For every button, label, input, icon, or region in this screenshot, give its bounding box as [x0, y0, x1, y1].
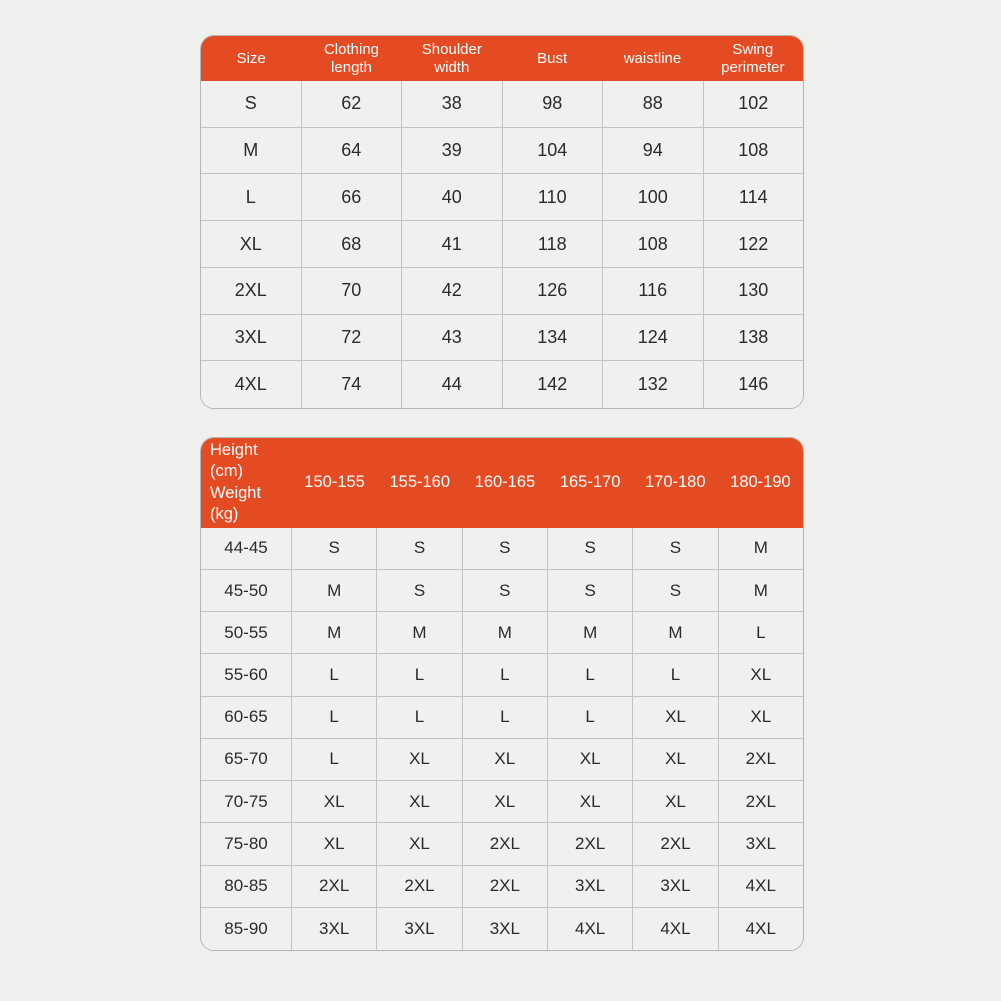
table-cell: L	[719, 612, 803, 654]
table-cell: 65-70	[201, 739, 292, 781]
table-cell: XL	[463, 781, 548, 823]
table-cell: L	[292, 697, 377, 739]
table-cell: 116	[603, 268, 704, 315]
table-cell: 3XL	[463, 908, 548, 950]
table-cell: 102	[704, 81, 804, 128]
table-cell: L	[463, 697, 548, 739]
table-cell: 100	[603, 174, 704, 221]
table-row	[201, 739, 803, 781]
table-cell: 134	[503, 315, 604, 362]
header-range-170-180: 170-180	[644, 473, 706, 492]
table-cell: 68	[302, 221, 403, 268]
table-row	[201, 866, 803, 908]
table-cell: 94	[603, 128, 704, 175]
table-cell: 132	[603, 361, 704, 408]
table-cell: 118	[503, 221, 604, 268]
table-cell: XL	[548, 739, 633, 781]
table-cell: M	[463, 612, 548, 654]
table-cell: XL	[633, 739, 718, 781]
table-cell: 4XL	[633, 908, 718, 950]
table-cell: 40	[402, 174, 503, 221]
table-row	[201, 128, 803, 175]
header-range-160-165: 160-165	[474, 473, 536, 492]
table-cell: 104	[503, 128, 604, 175]
table-cell: 75-80	[201, 823, 292, 865]
table-cell: M	[548, 612, 633, 654]
table-row	[201, 697, 803, 739]
table-cell: 122	[704, 221, 804, 268]
table-cell: 2XL	[633, 823, 718, 865]
table-row	[201, 823, 803, 865]
table-row	[201, 174, 803, 221]
header-range-150-155: 150-155	[304, 473, 365, 492]
header-height-weight	[201, 438, 292, 528]
table-cell: XL	[548, 781, 633, 823]
table-cell: 3XL	[201, 315, 302, 362]
table-cell: S	[633, 570, 718, 612]
table-row	[201, 528, 803, 570]
table-cell: L	[633, 654, 718, 696]
table-cell: M	[719, 570, 803, 612]
table-cell: XL	[292, 823, 377, 865]
table-cell: 55-60	[201, 654, 292, 696]
table-cell: 62	[302, 81, 403, 128]
table-cell: 43	[402, 315, 503, 362]
table-cell: 2XL	[548, 823, 633, 865]
table-cell: XL	[377, 823, 462, 865]
header-clothing-length: Clothing length	[323, 40, 380, 76]
table-cell: 3XL	[377, 908, 462, 950]
table-cell: 2XL	[719, 739, 803, 781]
table-cell: 2XL	[201, 268, 302, 315]
height-weight-header-row	[201, 438, 803, 528]
height-weight-body	[201, 528, 803, 950]
table-cell: XL	[633, 697, 718, 739]
table-cell: S	[463, 570, 548, 612]
table-cell: 138	[704, 315, 804, 362]
table-cell: 39	[402, 128, 503, 175]
garment-measurements-header-row	[201, 36, 803, 81]
table-cell: L	[377, 654, 462, 696]
table-cell: M	[292, 612, 377, 654]
table-cell: XL	[377, 739, 462, 781]
table-cell: 4XL	[548, 908, 633, 950]
table-row	[201, 570, 803, 612]
table-cell: S	[548, 570, 633, 612]
table-cell: 124	[603, 315, 704, 362]
table-cell: M	[201, 128, 302, 175]
table-cell: M	[377, 612, 462, 654]
table-cell: 2XL	[292, 866, 377, 908]
table-cell: 42	[402, 268, 503, 315]
table-cell: 2XL	[463, 866, 548, 908]
table-cell: 110	[503, 174, 604, 221]
table-cell: L	[292, 739, 377, 781]
table-cell: S	[377, 528, 462, 570]
table-cell: 74	[302, 361, 403, 408]
table-cell: 4XL	[201, 361, 302, 408]
table-row	[201, 315, 803, 362]
table-cell: 80-85	[201, 866, 292, 908]
table-cell: 2XL	[719, 781, 803, 823]
table-cell: 70	[302, 268, 403, 315]
header-bust: Bust	[537, 49, 568, 67]
header-height-label: Height (cm)	[210, 441, 258, 481]
table-cell: M	[719, 528, 803, 570]
table-cell: 41	[402, 221, 503, 268]
table-cell: M	[292, 570, 377, 612]
table-cell: 44-45	[201, 528, 292, 570]
table-cell: XL	[377, 781, 462, 823]
table-cell: 2XL	[377, 866, 462, 908]
table-cell: L	[377, 697, 462, 739]
table-cell: 4XL	[719, 866, 803, 908]
table-cell: XL	[201, 221, 302, 268]
table-cell: 108	[704, 128, 804, 175]
table-row	[201, 221, 803, 268]
table-cell: XL	[719, 697, 803, 739]
garment-measurements-body	[201, 81, 803, 408]
header-swing-perimeter: Swing perimeter	[721, 40, 785, 76]
table-cell: 85-90	[201, 908, 292, 950]
table-cell: XL	[719, 654, 803, 696]
table-cell: 72	[302, 315, 403, 362]
table-cell: 3XL	[548, 866, 633, 908]
table-cell: 98	[503, 81, 604, 128]
table-cell: M	[633, 612, 718, 654]
table-cell: 70-75	[201, 781, 292, 823]
header-range-165-170: 165-170	[559, 473, 621, 492]
table-row	[201, 361, 803, 408]
table-cell: S	[633, 528, 718, 570]
table-cell: 44	[402, 361, 503, 408]
table-cell: 126	[503, 268, 604, 315]
table-cell: S	[201, 81, 302, 128]
table-row	[201, 781, 803, 823]
garment-measurements-table	[200, 35, 804, 409]
table-cell: 142	[503, 361, 604, 408]
table-row	[201, 908, 803, 950]
table-cell: L	[548, 697, 633, 739]
table-cell: S	[377, 570, 462, 612]
table-row	[201, 654, 803, 696]
table-cell: S	[463, 528, 548, 570]
header-size: Size	[236, 49, 266, 67]
table-cell: 38	[402, 81, 503, 128]
table-cell: 3XL	[719, 823, 803, 865]
table-cell: 60-65	[201, 697, 292, 739]
table-cell: XL	[292, 781, 377, 823]
table-cell: 64	[302, 128, 403, 175]
header-waistline: waistline	[623, 49, 682, 67]
header-range-155-160: 155-160	[389, 473, 451, 492]
table-cell: L	[548, 654, 633, 696]
table-cell: 3XL	[292, 908, 377, 950]
table-cell: 3XL	[633, 866, 718, 908]
table-cell: L	[201, 174, 302, 221]
header-shoulder-width: Shoulder width	[421, 40, 482, 76]
table-cell: 66	[302, 174, 403, 221]
table-cell: XL	[463, 739, 548, 781]
table-cell: 4XL	[719, 908, 803, 950]
table-cell: L	[463, 654, 548, 696]
table-cell: 2XL	[463, 823, 548, 865]
header-range-180-190: 180-190	[730, 473, 791, 492]
header-weight-label: Weight (kg)	[210, 483, 262, 524]
table-cell: 50-55	[201, 612, 292, 654]
table-cell: 45-50	[201, 570, 292, 612]
table-row	[201, 81, 803, 128]
table-cell: 146	[704, 361, 804, 408]
table-cell: 130	[704, 268, 804, 315]
table-cell: S	[292, 528, 377, 570]
table-row	[201, 268, 803, 315]
table-cell: 114	[704, 174, 804, 221]
table-cell: 88	[603, 81, 704, 128]
table-cell: XL	[633, 781, 718, 823]
table-row	[201, 612, 803, 654]
table-cell: 108	[603, 221, 704, 268]
height-weight-size-table	[200, 437, 804, 951]
table-cell: L	[292, 654, 377, 696]
table-cell: S	[548, 528, 633, 570]
